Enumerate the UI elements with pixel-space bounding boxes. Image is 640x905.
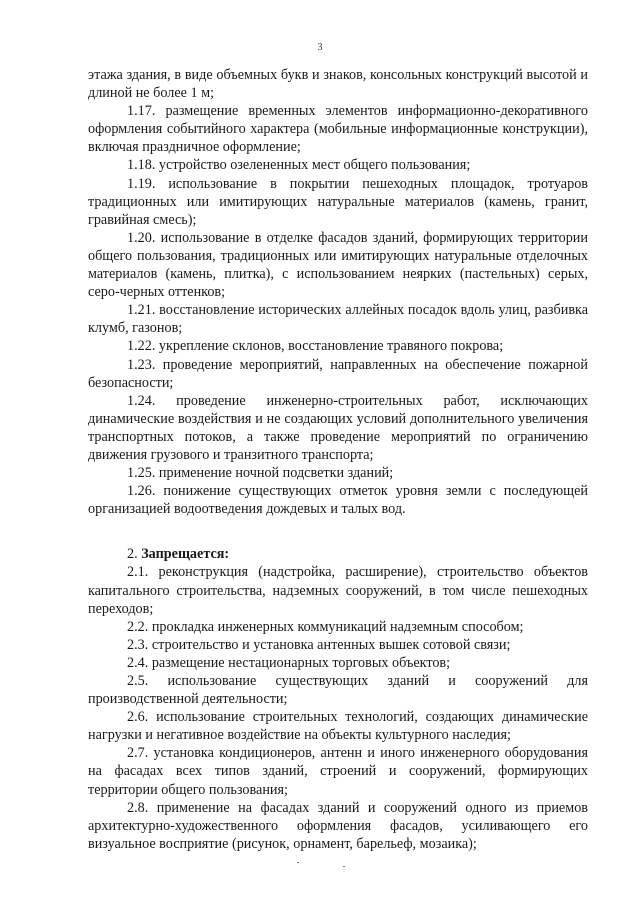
paragraph-1-24: 1.24. проведение инженерно-строительных работ, исключающих динамические воздействия и не создающих условий дополнительного увеличения транспортных потоков, а также проведение мероприятий по ограничению движения грузового и транзитного транспорта;	[88, 392, 588, 463]
paragraph-1-18: 1.18. устройство озелененных мест общего пользования;	[127, 157, 471, 174]
scan-speck	[343, 866, 345, 867]
paragraph-1-25: 1.25. применение ночной подсветки зданий;	[127, 465, 394, 482]
paragraph-2-2: 2.2. прокладка инженерных коммуникаций надземным способом;	[127, 618, 524, 635]
document-body	[88, 66, 588, 853]
paragraph-1-17: 1.17. размещение временных элементов информационно-декоративного оформления событийного характера (мобильные информационные конструкции), включая праздничное оформление;	[88, 103, 588, 156]
paragraph-2-3: 2.3. строительство и установка антенных вышек сотовой связи;	[127, 636, 511, 653]
section-spacer	[88, 518, 588, 545]
paragraph-1-21: 1.21. восстановление исторических аллейных посадок вдоль улиц, разбивка клумб, газонов;	[88, 302, 588, 337]
paragraph-2-4: 2.4. размещение нестационарных торговых объектов;	[127, 654, 451, 671]
scan-speck	[297, 862, 299, 863]
paragraph-1-19: 1.19. использование в покрытии пешеходных площадок, тротуаров традиционных или имитирующих натуральные материалов (камень, гранит, гравийная смесь);	[88, 175, 588, 228]
paragraph-1-23: 1.23. проведение мероприятий, направленных на обеспечение пожарной безопасности;	[88, 356, 588, 391]
paragraph-1-26: 1.26. понижение существующих отметок уровня земли с последующей организацией водоотведения дождевых и талых вод.	[88, 483, 588, 518]
paragraph-2-5: 2.5. использование существующих зданий и сооружений для производственной деятельности;	[88, 673, 588, 708]
paragraph-2-6: 2.6. использование строительных технологий, создающих динамические нагрузки и негативное воздействие на объекты культурного наследия;	[88, 709, 588, 744]
paragraph-1-20: 1.20. использование в отделке фасадов зданий, формирующих территории общего пользования, традиционных или имитирующих натуральные отделочных материалов (камень, плитка), с использованием неярких (пастельных) серых, серо-черных оттенков;	[88, 229, 588, 301]
section-2-title: Запрещается:	[141, 546, 230, 563]
paragraph-continuation: этажа здания, в виде объемных букв и знаков, консольных конструкций высотой и длиной не более 1 м;	[88, 67, 588, 102]
paragraph-2-8: 2.8. применение на фасадах зданий и сооружений одного из приемов архитектурно-художественного оформления фасадов, усиливающего его визуальное восприятие (рисунок, орнамент, барельеф, мозаика);	[88, 799, 588, 852]
section-2-number: 2.	[127, 546, 138, 563]
page-number: 3	[317, 42, 323, 53]
paragraph-2-7: 2.7. установка кондиционеров, антенн и иного инженерного оборудования на фасадах всех типов зданий, строений и сооружений, формирующих территории общего пользования;	[88, 745, 588, 798]
paragraph-1-22: 1.22. укрепление склонов, восстановление травяного покрова;	[127, 338, 504, 355]
section-2-heading	[88, 545, 588, 563]
paragraph-2-1: 2.1. реконструкция (надстройка, расширение), строительство объектов капитального строительства, надземных сооружений, в том числе пешеходных переходов;	[88, 564, 588, 617]
